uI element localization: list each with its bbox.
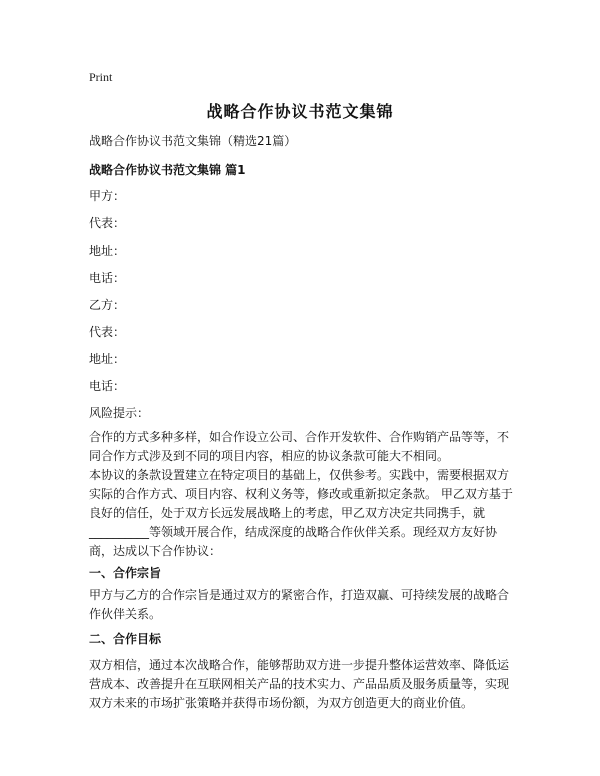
- paragraph-cooperation-methods: 合作的方式多种多样，如合作设立公司、合作开发软件、合作购销产品等等，不同合作方式涉及到不同的项目内容，相应的协议条款可能大不相同。: [89, 430, 510, 463]
- heading-cooperation-purpose: 一、合作宗旨: [89, 566, 162, 580]
- document-title: 战略合作协议书范文集锦: [206, 102, 394, 121]
- field-party-a: 甲方：: [89, 189, 126, 203]
- field-risk-notice: 风险提示：: [89, 406, 150, 420]
- paragraph-cooperation-purpose: 甲方与乙方的合作宗旨是通过双方的紧密合作，打造双赢、可持续发展的战略合作伙伴关系。: [89, 588, 510, 621]
- field-phone-a: 电话：: [89, 271, 126, 285]
- field-representative-a: 代表：: [89, 216, 126, 230]
- section-title: 战略合作协议书范文集锦 篇1: [89, 163, 246, 177]
- field-address-a: 地址：: [89, 244, 126, 258]
- document-subtitle: 战略合作协议书范文集锦（精选21篇）: [89, 134, 297, 148]
- field-representative-b: 代表：: [89, 325, 126, 339]
- paragraph-cooperation-goal: 双方相信，通过本次战略合作，能够帮助双方进一步提升整体运营效率、降低运营成本、改善提升在互联网相关产品的技术实力、产品品质及服务质量等，实现双方未来的市场扩张策略并获得市场份额，为双方创造更大的商业价值。: [89, 658, 510, 710]
- heading-cooperation-goal: 二、合作目标: [89, 632, 162, 646]
- field-phone-b: 电话：: [89, 379, 126, 393]
- field-party-b: 乙方：: [89, 298, 126, 312]
- paragraph-agreement-terms: 本协议的条款设置建立在特定项目的基础上，仅供参考。实践中，需要根据双方实际的合作方式、项目内容、权利义务等，修改或重新拟定条款。 甲乙双方基于良好的信任，处于双方长远发展战略上的考虑，甲乙双方决定共同携手，就__________等领域开展合作，结成深度的战略合作伙伴关系。现经双方友好协商，达成以下合作协议：: [89, 468, 513, 558]
- print-label[interactable]: Print: [89, 70, 113, 84]
- field-address-b: 地址：: [89, 352, 126, 366]
